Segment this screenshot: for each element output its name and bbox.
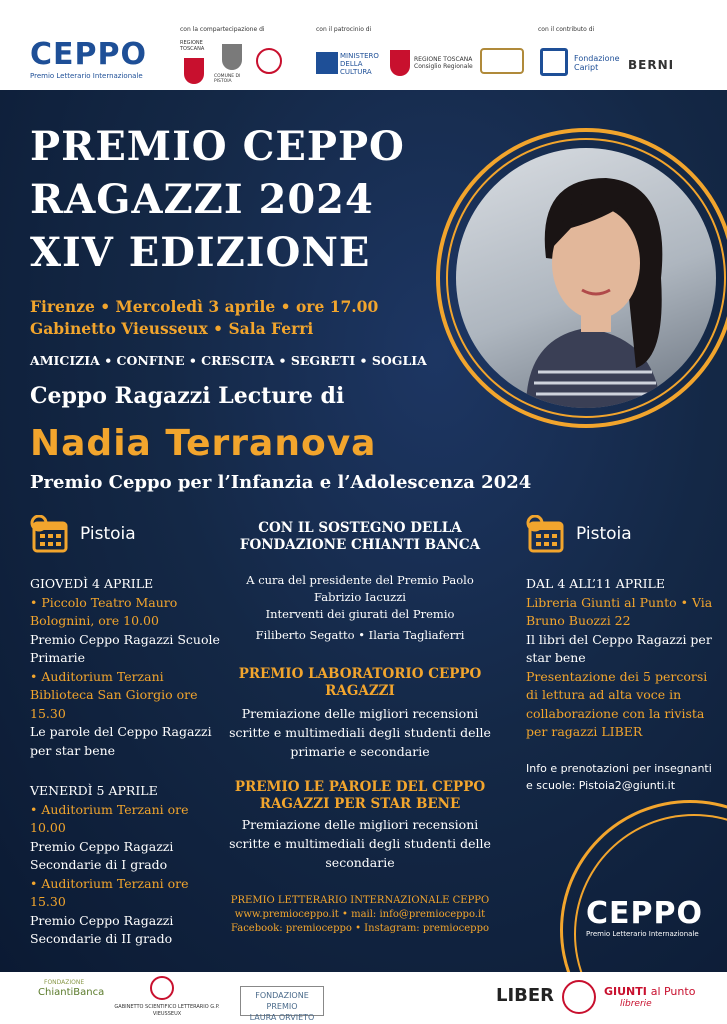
giunti-logo: GIUNTI al Punto librerie bbox=[604, 985, 696, 1009]
middle-column: CON IL SOSTEGNO DELLA FONDAZIONE CHIANTI BANCA A cura del presidente del Premio Paolo Fabrizio Iacuzzi Interventi dei giurati del Premio Filiberto Segatto • Ilaria Tagliaferri PREMIO LABORATORIO CEPPO RAGAZZI Premiazione delle migliori recensioni scritte e multimediali degli studenti delle primarie e secondarie PREMIO LE PAROLE DEL CEPPO RAGAZZI PER STAR BENE Premiazione delle migliori recensioni scritte e multimediali degli studenti delle secondarie PREMIO LETTERARIO INTERNAZIONALE CEPPO www.premioceppo.it • mail: info@premioceppo.it Facebook: premioceppo • Instagram: premioceppo bbox=[225, 520, 495, 936]
berni-logo: BERNI bbox=[628, 58, 675, 72]
cultural-emblem-icon bbox=[480, 48, 524, 74]
event-details: Firenze • Mercoledì 3 aprile • ore 17.00 Gabinetto Vieusseux • Sala Ferri bbox=[30, 297, 379, 338]
prize-parole-title: PREMIO LE PAROLE DEL CEPPO RAGAZZI PER STAR BENE bbox=[234, 779, 486, 812]
label-contributo: con il contributo di bbox=[538, 26, 595, 33]
ceppo-logo: CEPPO Premio Letterario Internazionale bbox=[30, 37, 147, 80]
themes-line: AMICIZIA • CONFINE • CRESCITA • SEGRETI • SOGLIA bbox=[30, 353, 427, 368]
credits: PREMIO LETTERARIO INTERNAZIONALE CEPPO www.premioceppo.it • mail: info@premioceppo.it Facebook: premioceppo • Instagram: premioceppo bbox=[230, 895, 490, 934]
consiglio-shield-icon bbox=[390, 50, 410, 76]
calendar-icon bbox=[30, 515, 70, 553]
left-column: Pistoia GIOVEDÌ 4 APRILE • Piccolo Teatro Mauro Bolognini, ore 10.00 Premio Ceppo Ragazzi Scuole Primarie • Auditorium Terzani Biblioteca San Giorgio ore 15.30 Le parole del Ceppo Ragazzi per star bene VENERDÌ 5 APRILE • Auditorium Terzani ore 10.00 Premio Ceppo Ragazzi Secondarie di I grado • Auditorium Terzani ore 15.30 Premio Ceppo Ragazzi Secondarie di II grado bbox=[30, 515, 220, 949]
award-subtitle: Premio Ceppo per l’Infanzia e l’Adolescenza 2024 bbox=[30, 472, 532, 493]
sponsor-header bbox=[0, 0, 727, 90]
lecture-heading: Ceppo Ragazzi Lecture di bbox=[30, 383, 345, 409]
ministero-logo: MINISTERO DELLA CULTURA bbox=[340, 52, 379, 76]
vieusseux-emblem-icon bbox=[150, 976, 174, 1000]
sponsor-footer bbox=[0, 972, 727, 1024]
prize-laboratorio-title: PREMIO LABORATORIO CEPPO RAGAZZI bbox=[238, 666, 482, 699]
liber-logo: LIBER bbox=[496, 985, 555, 1006]
fondazione-caript-logo: Fondazione Caript bbox=[574, 54, 620, 72]
calendar-icon bbox=[526, 515, 566, 553]
chianti-top: FONDAZIONE bbox=[44, 979, 85, 986]
city-label: Pistoia bbox=[575, 523, 632, 544]
label-compartecipazione: con la compartecipazione di bbox=[180, 26, 265, 33]
comune-crest-icon bbox=[222, 44, 242, 70]
comune-logo-text: COMUNE DI PISTOIA bbox=[214, 74, 241, 84]
regione-toscana-logo: REGIONE TOSCANA bbox=[180, 40, 205, 52]
fondazione-caript-icon bbox=[540, 48, 568, 76]
seal-icon bbox=[256, 48, 282, 74]
orvieto-logo: FONDAZIONE PREMIO LAURA ORVIETO bbox=[240, 986, 324, 1016]
support-heading: CON IL SOSTEGNO DELLA FONDAZIONE CHIANTI BANCA bbox=[239, 520, 481, 553]
ministero-icon bbox=[316, 52, 338, 74]
speaker-name: Nadia Terranova bbox=[30, 423, 377, 464]
event-poster bbox=[0, 90, 727, 972]
portrait-illustration bbox=[456, 148, 716, 408]
city-label: Pistoia bbox=[79, 523, 136, 544]
library-seal-icon bbox=[562, 980, 596, 1014]
ceppo-logo-bottom: CEPPO Premio Letterario Internazionale bbox=[586, 896, 703, 938]
vieusseux-logo: GABINETTO SCIENTIFICO LETTERARIO G.P. VIEUSSEUX bbox=[114, 1004, 220, 1017]
right-column: Pistoia DAL 4 ALL’11 APRILE Libreria Giunti al Punto • Via Bruno Buozzi 22 Il libri del Ceppo Ragazzi per star bene Presentazione dei 5 percorsi di lettura ad alta voce in collaborazione con la rivista per ragazzi LIBER Info e prenotazioni per insegnanti e scuole: Pistoia2@giunti.it bbox=[526, 515, 716, 794]
regione-shield-icon bbox=[184, 58, 204, 84]
label-patrocinio: con il patrocinio di bbox=[316, 26, 372, 33]
author-portrait bbox=[456, 148, 716, 408]
consiglio-logo: REGIONE TOSCANA Consiglio Regionale bbox=[414, 56, 473, 70]
chianti-banca-logo: ChiantiBanca bbox=[38, 987, 105, 998]
poster-title: PREMIO CEPPO RAGAZZI 2024 XIV EDIZIONE bbox=[30, 123, 405, 276]
